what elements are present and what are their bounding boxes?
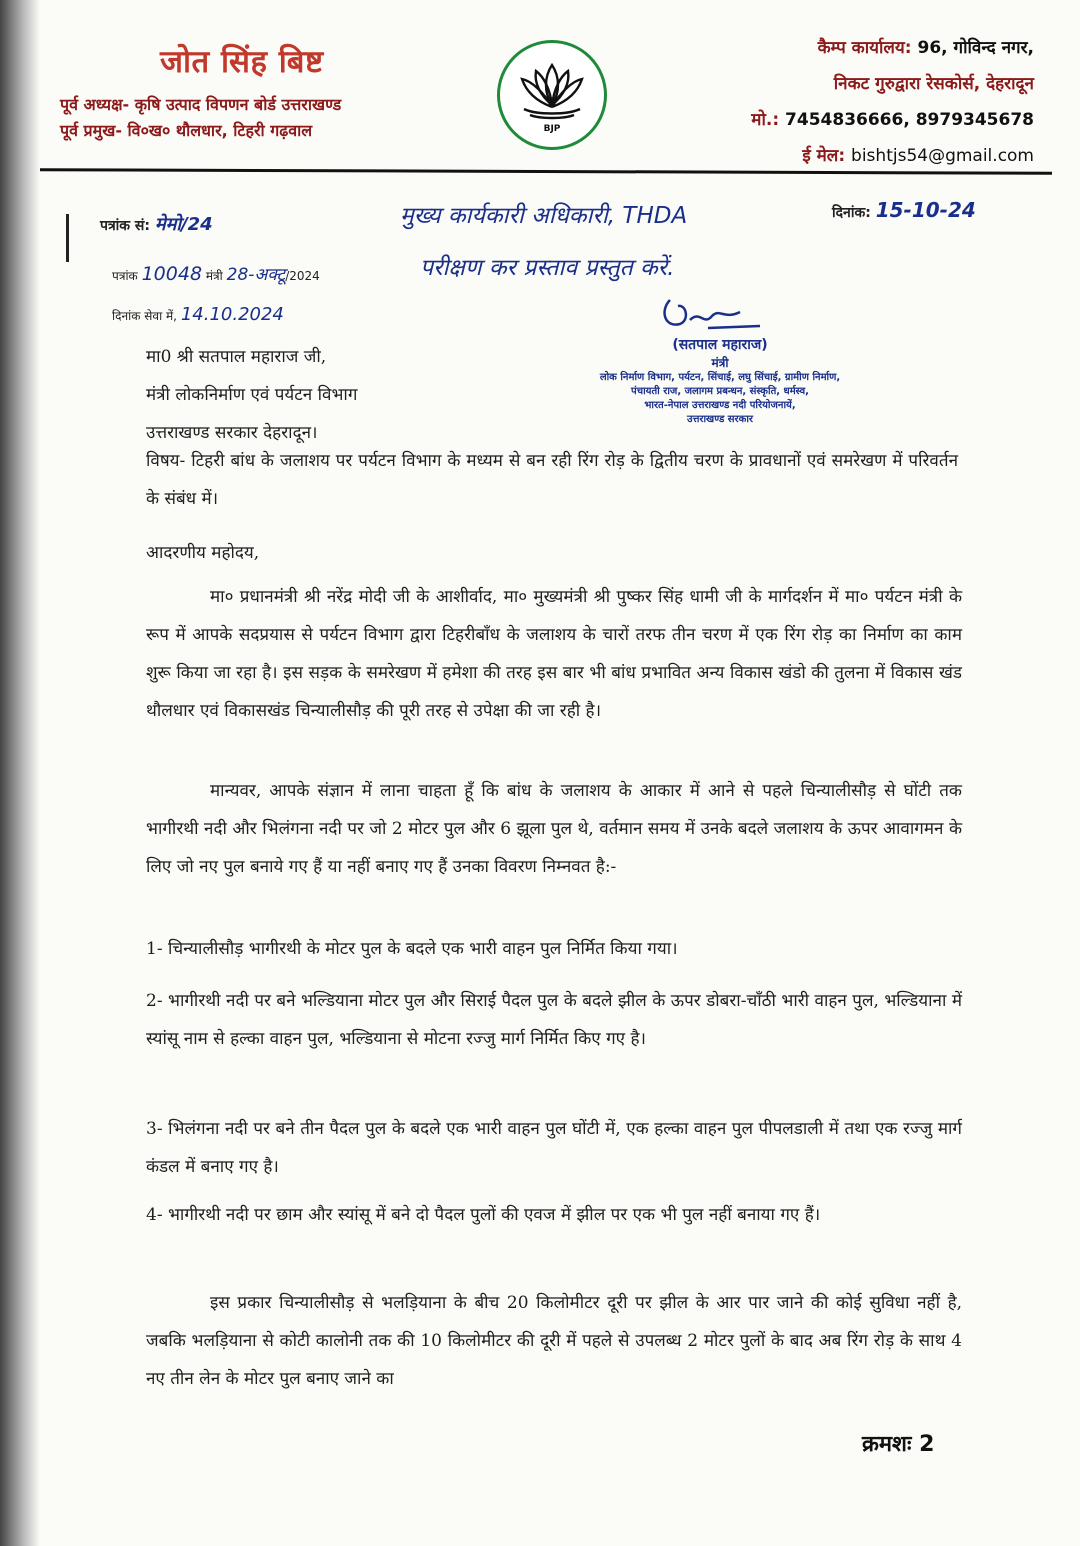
date-label: दिनांक: (832, 205, 871, 221)
list-item-3: 3- भिलंगना नदी पर बने तीन पैदल पुल के बदले एक भारी वाहन पुल घोंटी में, एक हल्का वाहन पुल पीपलडाली में तथा एक रज्जु मार्ग कंडल में बनाए गए है। (146, 1119, 962, 1177)
date-value: 15-10-24 (875, 198, 976, 222)
mobile-line (694, 102, 1034, 138)
email-label: ई मेल: (802, 146, 846, 166)
list-item-2: 2- भागीरथी नदी पर बने भल्डियाना मोटर पुल और सिराई पैदल पुल के बदले झील के ऊपर डोबरा-चाँठी भारी वाहन पुल, भल्डियाना में स्यांसू नाम से हल्का वाहन पुल, भल्डियाना से मोटना रज्जु मार्ग निर्मित किए गए है। (146, 991, 962, 1049)
salutation: आदरणीय महोदय, (146, 543, 260, 563)
handwritten-note-line-1: मुख्य कार्यकारी अधिकारी, THDA (400, 203, 688, 229)
office-address-1: 96, गोविन्द नगर, (917, 38, 1034, 58)
subject: विषय- टिहरी बांध के जलाशय पर पर्यटन विभाग के मध्यम से बन रही रिंग रोड़ के द्वितीय चरण के प्रावधानों एवं समरेखण में परिवर्तन के संबंध में। (146, 451, 958, 509)
office-address-2: निकट गुरुद्वारा रेसकोर्स, देहरादून (833, 74, 1034, 94)
handwritten-note-line-2: परीक्षण कर प्रस्ताव प्रस्तुत करें. (420, 255, 675, 281)
addressee-block (146, 338, 962, 452)
inward-label: पत्रांक (112, 269, 138, 283)
paragraph-3: इस प्रकार चिन्यालीसौड़ से भलड़ियाना के बीच 20 किलोमीटर दूरी पर झील के आर पार जाने की कोई सुविधा नहीं है, जबकि भलड़ियाना से कोटी कालोनी तक की 10 किलोमीटर की दूरी में पहले से उपलब्ध 2 मोटर पुलों के बाद अब रिंग रोड़ के साथ 4 नए तीन लेन के मोटर पुल बनाए जाने का (146, 1293, 962, 1389)
addressee-line-2: मंत्री लोकनिर्माण एवं पर्यटन विभाग (146, 385, 358, 405)
sender-role-1: पूर्व अध्यक्ष- कृषि उत्पाद विपणन बोर्ड उत्तराखण्ड (60, 95, 342, 114)
list-item-4: 4- भागीरथी नदी पर छाम और स्यांसू में बने दो पैदल पुलों की एवज में झील पर एक भी पुल नहीं बनाया गए हैं। (146, 1205, 821, 1225)
stamp-dept-2: पंचायती राज, जलागम प्रबन्धन, संस्कृति, धर्मस्व, (631, 386, 809, 397)
email-line (694, 138, 1034, 174)
stamp-dept-4: उत्तराखण्ड सरकार (686, 414, 754, 425)
seva-row (112, 304, 284, 325)
svg-text:BJP: BJP (543, 124, 561, 134)
paragraph-2: मान्यवर, आपके संज्ञान में लाना चाहता हूँ कि बांध के जलाशय के आकार में आने से पहले चिन्यालीसौड़ से घोंटी तक भागीरथी नदी और भिलंगना नदी पर जो 2 मोटर पुल और 6 झूला पुल थे, वर्तमान समय में उनके बदले जलाशय के ऊपर आवागमन के लिए जो नए पुल बनाये गए हैं या नहीं बनाए गए हैं उनका विवरण निम्नवत है:- (146, 781, 962, 877)
stamp-dept-3: भारत-नेपाल उत्तराखण्ड नदी परियोजनायें, (644, 400, 796, 411)
sender-name: जोत सिंह बिष्ट (160, 44, 324, 80)
email-address: bishtjs54@gmail.com (851, 146, 1034, 166)
stamp-dept-1: लोक निर्माण विभाग, पर्यटन, सिंचाई, लघु सिंचाई, ग्रामीण निर्माण, (599, 372, 841, 383)
margin-bracket (66, 214, 69, 262)
signature-icon (650, 290, 770, 338)
office-line-1 (694, 30, 1034, 66)
continuation-mark: क्रमशः 2 (862, 1432, 935, 1457)
seva-label: दिनांक सेवा में, (112, 309, 177, 323)
letterhead-left (60, 40, 480, 144)
addressee-line-3: उत्तराखण्ड सरकार देहरादून। (146, 423, 318, 443)
inward-no: 10048 (141, 263, 203, 285)
lotus-icon (497, 40, 607, 150)
inward-row (112, 262, 320, 285)
inward-mantri-label: मंत्री (205, 269, 223, 283)
paragraph-1: मा० प्रधानमंत्री श्री नरेंद्र मोदी जी के आशीर्वाद, मा० मुख्यमंत्री श्री पुष्कर सिंह धामी जी के मार्गदर्शन में मा० पर्यटन मंत्री के रूप में आपके सदप्रयास से पर्यटन विभाग द्वारा टिहरीबाँध के जलाशय के चारों तरफ तीन चरण में एक रिंग रोड़ का निर्माण का काम शुरू किया जा रहा है। इस सड़क के समरेखण में हमेशा की तरह इस बार भी बांध प्रभावित अन्य विकास खंडो की तुलना में विकास खंड थौलधार एवं विकासखंड चिन्यालीसौड़ की पूरी तरह से उपेक्षा की जा रही है। (146, 587, 962, 721)
page-edge-shadow (0, 0, 40, 1546)
mobile-label: मो.: (751, 110, 780, 130)
sender-role-2: पूर्व प्रमुख- वि०ख० थौलधार, टिहरी गढ़वाल (60, 121, 313, 140)
inward-year: /2024 (285, 269, 320, 283)
letter-no-row (100, 212, 213, 236)
letter-no-value: मेमो/24 (154, 214, 213, 235)
list-item-1: 1- चिन्यालीसौड़ भागीरथी के मोटर पुल के बदले एक भारी वाहन पुल निर्मित किया गया। (146, 939, 678, 959)
stamp-title: मंत्री (711, 356, 729, 370)
date-row (832, 198, 976, 222)
inward-date: 28-अक्टू (226, 265, 286, 285)
office-label: कैम्प कार्यालय: (817, 38, 912, 58)
letterhead-right (694, 30, 1034, 174)
stamp-name: (सतपाल महाराज) (672, 337, 768, 353)
letter-no-label: पत्रांक सं: (100, 218, 150, 234)
seva-date: 14.10.2024 (180, 304, 284, 325)
addressee-line-1: मा0 श्री सतपाल महाराज जी, (146, 347, 327, 367)
mobile-numbers: 7454836666, 8979345678 (785, 110, 1034, 130)
